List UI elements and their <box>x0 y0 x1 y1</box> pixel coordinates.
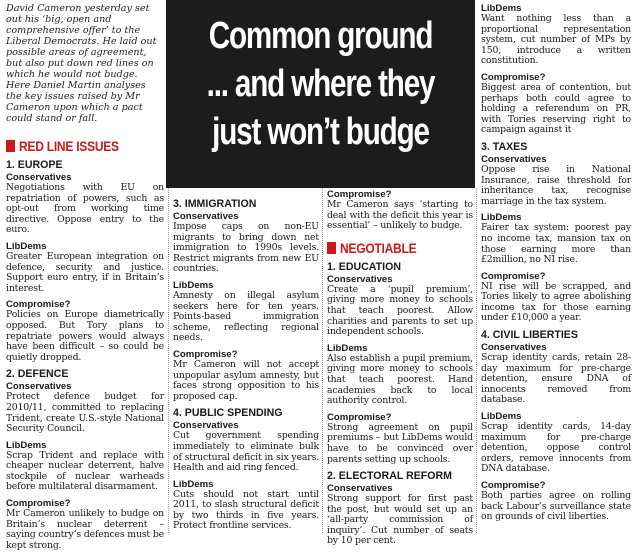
section-title: 1. EUROPE <box>6 159 63 171</box>
party-text: Scrap Trident and replace with cheaper nuclear deterrent, halve stockpile of nuclear warheads before multilateral disarmament. <box>6 449 164 493</box>
section-title: 4. CIVIL LIBERTIES <box>481 329 578 342</box>
column-divider <box>322 188 323 533</box>
column-4 <box>481 0 631 528</box>
compromise-label: Compromise? <box>327 411 392 423</box>
compromise-label: Compromise? <box>481 71 546 83</box>
party-label: LibDems <box>481 411 522 423</box>
party-text: Cuts should not start until 2011, to slash structural deficit by two thirds in five years. Protect frontline services. <box>173 488 319 532</box>
party-text: Create a ‘pupil premium’, giving more money to schools that teach poorest. Allow charities and parents to set up independent schools. <box>327 283 473 338</box>
party-label: Conservatives <box>173 420 239 432</box>
party-text: Scrap identity cards, retain 28-day maximum for pre-charge detention, ensure DNA of innocents removed from database. <box>481 352 631 406</box>
section-education <box>327 261 473 465</box>
party-label: Conservatives <box>6 381 72 393</box>
party-label: Conservatives <box>327 273 393 285</box>
red-line-label: RED LINE ISSUES <box>19 138 119 154</box>
column-3 <box>327 188 473 552</box>
party-label: LibDems <box>327 342 368 354</box>
negotiable-label: NEGOTIABLE <box>340 239 417 256</box>
section-europe <box>6 159 164 363</box>
section-immigration <box>173 198 319 402</box>
compromise-text: Biggest area of contention, but perhaps both could agree to holding a referendum on PR, with Tories reserving right to campaign against it <box>481 81 631 136</box>
compromise-label: Compromise? <box>327 189 392 200</box>
headline-line-2: ... and where they <box>206 63 435 105</box>
red-square-icon <box>327 242 336 254</box>
column-divider <box>168 188 169 533</box>
party-text: Strong support for first past the post, but would set up an ‘all-party commission of inquiry’. Cut number of seats by 10 per cent. <box>327 493 473 547</box>
intro-text: David Cameron yesterday set out his ‘big, open and comprehensive offer’ to the Liberal Democrats. He laid out possible areas of agreement, but also put down red lines on which he would not budge. Here Daniel Martin analyses the key issues raised by Mr Cameron upon which a pact could stand or fall. <box>6 3 157 124</box>
party-text: Cut government spending immediately to eliminate bulk of structural deficit in six years. Health and aid ring fenced. <box>173 430 319 474</box>
compromise-label: Compromise? <box>6 498 71 510</box>
compromise-label: Compromise? <box>481 270 546 282</box>
electoral-continued <box>481 3 631 136</box>
headline-banner <box>166 0 475 188</box>
party-text: Amnesty on illegal asylum seekers here for ten years. Points-based immigration scheme, reflecting regional needs. <box>173 289 319 344</box>
section-taxes <box>481 141 631 324</box>
section-civil-liberties <box>481 329 631 523</box>
column-1 <box>6 0 164 556</box>
section-title: 2. ELECTORAL REFORM <box>327 470 452 483</box>
party-label: LibDems <box>6 439 47 451</box>
compromise-text: Strong agreement on pupil premiums – but LibDems would have to be convinced over parents setting up schools. <box>327 421 473 465</box>
headline-line-3: just won’t budge <box>212 111 429 153</box>
section-electoral-reform <box>327 470 473 547</box>
party-text: Protect defence budget for 2010/11, committed to replacing Trident, create U.S.-style National Security Council. <box>6 391 164 435</box>
party-text: Fairer tax system: poorest pay no income tax, mansion tax on those earning more than £2million, no NI rise. <box>481 222 631 266</box>
party-text: Greater European integration on defence, security and justice. Support euro entry, if in Britain’s interest. <box>6 250 164 294</box>
compromise-label: Compromise? <box>6 299 71 311</box>
party-label: LibDems <box>173 478 214 490</box>
section-title: 1. EDUCATION <box>327 260 401 273</box>
party-text: Oppose rise in National Insurance, raise threshold for inheritance tax, recognise marriage in the tax system. <box>481 163 631 207</box>
party-label: LibDems <box>481 212 522 224</box>
column-divider <box>476 188 477 533</box>
party-label: Conservatives <box>327 483 393 495</box>
red-line-header <box>6 138 164 154</box>
compromise-text: Both parties agree on rolling back Labour’s surveillance state on grounds of civil liberties. <box>481 490 631 523</box>
section-title: 4. PUBLIC SPENDING <box>173 407 283 420</box>
compromise-label: Compromise? <box>173 348 238 360</box>
headline-line-1: Common ground <box>208 15 433 57</box>
party-label: LibDems <box>173 279 214 291</box>
compromise-label: Compromise? <box>481 480 546 491</box>
compromise-text: Policies on Europe diametrically opposed. But Tory plans to repatriate powers would always have been difficult – so could be quietly dropped. <box>6 309 164 363</box>
party-label: Conservatives <box>6 172 72 183</box>
red-square-icon <box>6 140 15 152</box>
compromise-text: NI rise will be scrapped, and Tories likely to agree abolishing income tax for those earning under £10,000 a year. <box>481 280 631 324</box>
party-label: LibDems <box>6 240 47 252</box>
party-label: Conservatives <box>481 342 547 354</box>
party-text: Also establish a pupil premium, giving more money to schools that teach poorest. Hand academies back to local authority control. <box>327 352 473 407</box>
party-text: Scrap identity cards, 14-day maximum for pre-charge detention, oppose control orders, remove innocents from DNA database. <box>481 421 631 475</box>
spending-compromise <box>327 189 473 232</box>
party-text: Impose caps on non-EU migrants to bring down net immigration to 1990s levels. Restrict migrants from new EU countries. <box>173 221 319 275</box>
section-defence <box>6 368 164 551</box>
party-text: Negotiations with EU on repatriation of powers, such as opt-out from working time directive. Oppose entry to the euro. <box>6 182 164 236</box>
negotiable-header <box>327 240 473 256</box>
party-label: Conservatives <box>481 153 547 165</box>
compromise-text: Mr Cameron says ‘starting to deal with the deficit this year is essential’ – unlikely to budge. <box>327 199 473 232</box>
section-title: 2. DEFENCE <box>6 368 69 381</box>
section-title: 3. IMMIGRATION <box>173 198 257 210</box>
party-label: LibDems <box>481 3 522 14</box>
party-text: Want nothing less than a proportional representation system, cut number of MPs by 150, introduce a written constitution. <box>481 13 631 67</box>
party-label: Conservatives <box>173 211 239 222</box>
compromise-text: Mr Cameron unlikely to budge on Britain’s nuclear deterrent – saying country’s defences must be kept strong. <box>6 508 164 551</box>
compromise-text: Mr Cameron will not accept unpopular asylum amnesty, but faces strong opposition to his proposed cap. <box>173 358 319 402</box>
section-title: 3. TAXES <box>481 140 528 153</box>
column-2 <box>173 196 319 537</box>
section-public-spending <box>173 407 319 532</box>
